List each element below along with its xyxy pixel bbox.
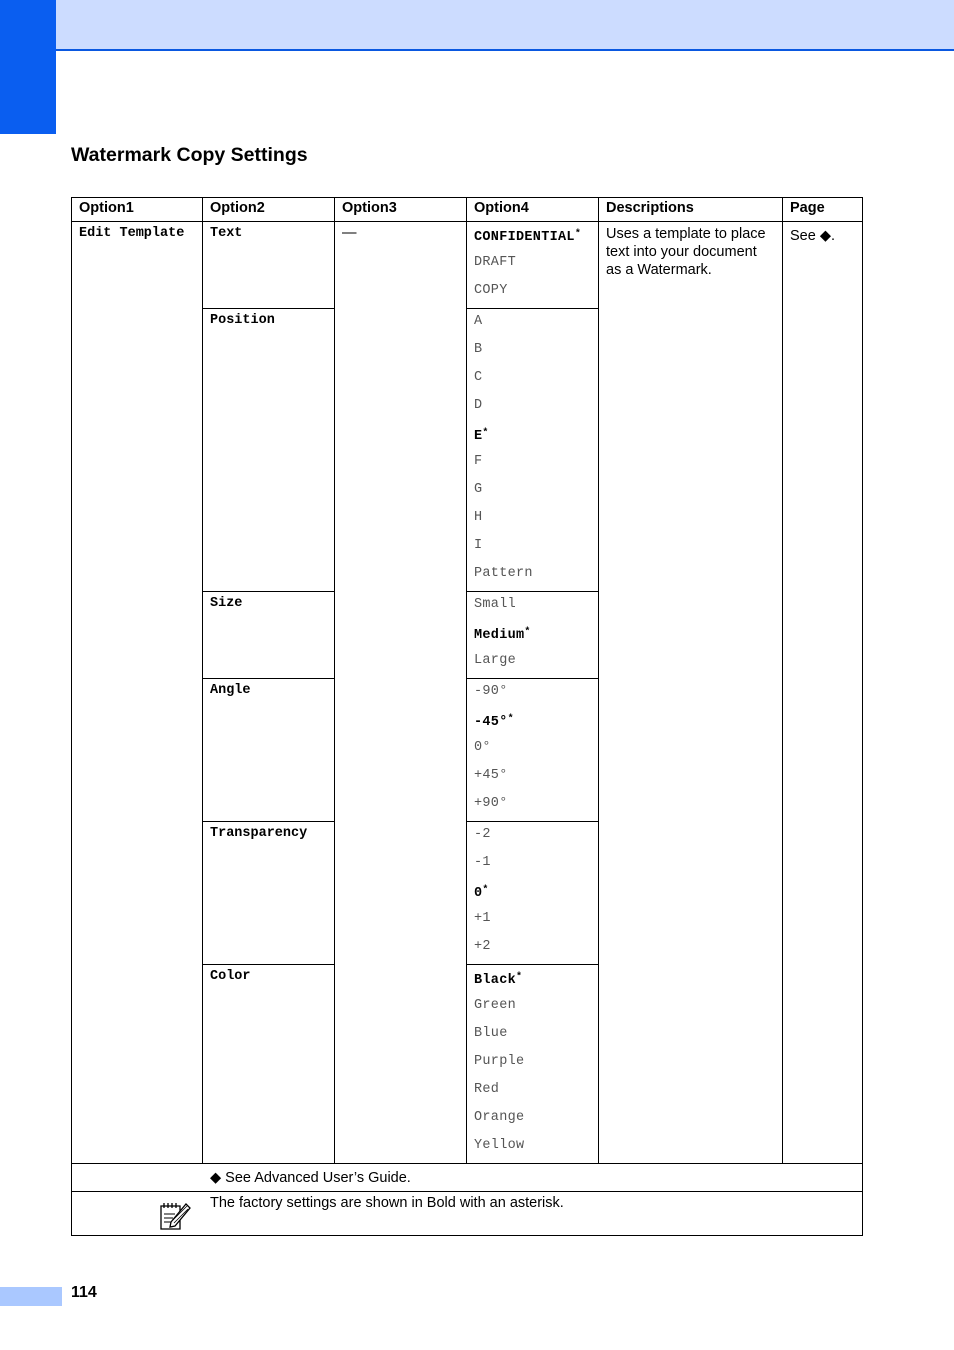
option-label: G [474, 482, 483, 497]
option-item [474, 622, 591, 650]
default-asterisk: * [507, 714, 514, 725]
option-item [474, 507, 591, 535]
note-cell [72, 1192, 863, 1236]
option2-cell: Color [203, 965, 335, 1164]
header-option2: Option2 [203, 198, 335, 222]
option-item [474, 280, 591, 308]
option-item [474, 252, 591, 280]
option-label: E [474, 429, 483, 444]
option-item [474, 793, 591, 821]
option-item [474, 1023, 591, 1051]
option-item [474, 423, 591, 451]
settings-table [71, 197, 863, 1236]
option-item [474, 367, 591, 395]
option-label: Pattern [474, 566, 533, 581]
header-option3: Option3 [335, 198, 467, 222]
option-label: Blue [474, 1026, 508, 1041]
option-item [474, 311, 591, 339]
footnote-cell [72, 1164, 863, 1192]
option-item [474, 1135, 591, 1163]
option-item [474, 1107, 591, 1135]
footnote-row [72, 1164, 863, 1192]
chapter-tab [0, 0, 56, 134]
option-item [474, 824, 591, 852]
option-label: 0 [474, 886, 483, 901]
option2-cell: Angle [203, 679, 335, 822]
option-label: DRAFT [474, 255, 517, 270]
option-item [474, 681, 591, 709]
header-option4: Option4 [467, 198, 599, 222]
option-label: H [474, 510, 483, 525]
default-asterisk: * [574, 229, 582, 240]
option4-cell [467, 309, 599, 592]
option-label: Green [474, 998, 517, 1013]
option-item [474, 594, 591, 622]
option4-cell [467, 965, 599, 1164]
option-item [474, 535, 591, 563]
option-label: COPY [474, 283, 508, 298]
page-ref-cell: See ◆. [783, 222, 863, 1164]
option-item [474, 737, 591, 765]
default-asterisk: * [482, 885, 489, 896]
description-cell: Uses a template to place text into your document as a Watermark. [599, 222, 783, 1164]
option-label: A [474, 314, 483, 329]
option-label: +90° [474, 796, 508, 811]
option4-cell [467, 822, 599, 965]
page-number: 114 [71, 1284, 97, 1301]
option-item [474, 852, 591, 880]
option-item [474, 1051, 591, 1079]
option3-cell: — [335, 222, 467, 1164]
option-item [474, 451, 591, 479]
option-item [474, 880, 591, 908]
option-item [474, 650, 591, 678]
option-item [474, 395, 591, 423]
note-pencil-icon [158, 1198, 192, 1232]
default-asterisk: * [516, 972, 523, 983]
option-label: Purple [474, 1054, 525, 1069]
option-label: Red [474, 1082, 500, 1097]
default-asterisk: * [482, 428, 489, 439]
option2-cell: Text [203, 222, 335, 309]
option-item [474, 765, 591, 793]
option-item [474, 1079, 591, 1107]
page-number-tab [0, 1287, 62, 1306]
option-label: I [474, 538, 483, 553]
option-item [474, 224, 591, 252]
option-label: D [474, 398, 483, 413]
footnote-text: ◆ See Advanced User’s Guide. [210, 1170, 411, 1186]
table-row [72, 222, 863, 309]
option2-cell: Size [203, 592, 335, 679]
header-page: Page [783, 198, 863, 222]
option-item [474, 995, 591, 1023]
option-item [474, 967, 591, 995]
option2-cell: Position [203, 309, 335, 592]
option-label: Small [474, 597, 517, 612]
option-item [474, 339, 591, 367]
option-label: B [474, 342, 483, 357]
header-option1: Option1 [72, 198, 203, 222]
option-label: +45° [474, 768, 508, 783]
option4-cell [467, 222, 599, 309]
option1-cell: Edit Template [72, 222, 203, 1164]
default-asterisk: * [524, 627, 531, 638]
option-item [474, 908, 591, 936]
option-item [474, 479, 591, 507]
option-label: CONFIDENTIAL [474, 230, 575, 245]
option-label: +1 [474, 911, 491, 926]
table-header-row [72, 198, 863, 222]
option4-cell [467, 592, 599, 679]
option-label: Orange [474, 1110, 525, 1125]
option-item [474, 709, 591, 737]
option-item [474, 563, 591, 591]
page-title: Watermark Copy Settings [71, 144, 308, 166]
option-label: 0° [474, 740, 491, 755]
header-descriptions: Descriptions [599, 198, 783, 222]
option-label: Yellow [474, 1138, 525, 1153]
note-text: The factory settings are shown in Bold with an asterisk. [210, 1195, 564, 1211]
option-label: +2 [474, 939, 491, 954]
option4-cell [467, 679, 599, 822]
option-label: -2 [474, 827, 491, 842]
option-label: Medium [474, 628, 525, 643]
option-label: C [474, 370, 483, 385]
option-label: Large [474, 653, 517, 668]
option-label: F [474, 454, 483, 469]
option-label: Black [474, 973, 517, 988]
option-item [474, 936, 591, 964]
option-label: -45° [474, 715, 508, 730]
option2-cell: Transparency [203, 822, 335, 965]
option-label: -90° [474, 684, 508, 699]
header-band [0, 0, 954, 51]
note-row [72, 1192, 863, 1236]
option-label: -1 [474, 855, 491, 870]
